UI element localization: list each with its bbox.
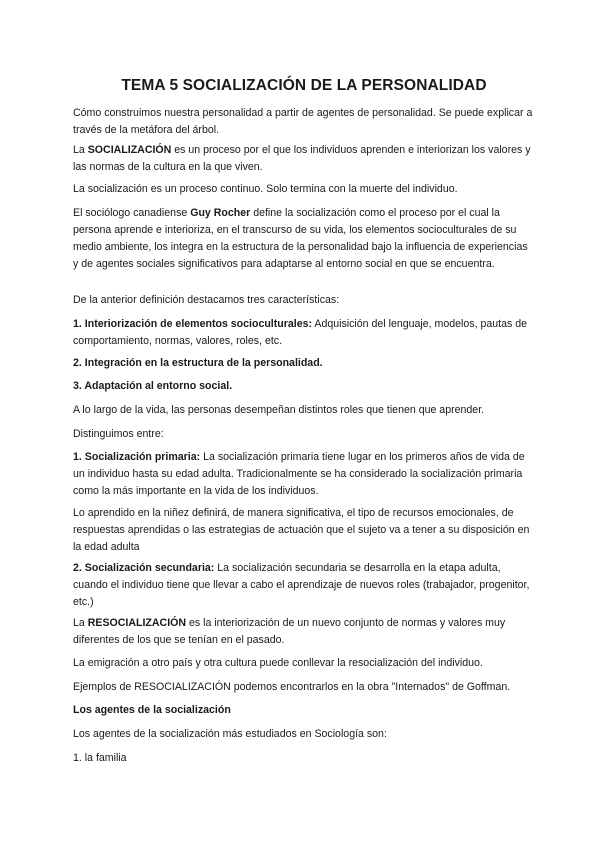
bold-term: Los agentes de la socialización xyxy=(73,704,231,716)
bold-term: SOCIALIZACIÓN xyxy=(87,144,172,156)
childhood-paragraph: Lo aprendido en la niñez definirá, de manera significativa, el tipo de recursos emocionales, de respuestas aprendidas o las estrategias de actuación que el sujeto va a tener a su disposición en la edad adulta xyxy=(73,507,530,553)
bold-term: 1. Socialización primaria: xyxy=(73,451,201,463)
text-span: El sociólogo canadiense xyxy=(73,207,191,219)
primary-socialization xyxy=(73,449,535,500)
distinguish-paragraph: Distinguimos entre: xyxy=(73,428,164,440)
secondary-socialization xyxy=(73,560,535,611)
agents-intro: Los agentes de la socialización más estudiados en Sociología son: xyxy=(73,728,387,740)
bold-term: 1. Interiorización de elementos socioculturales: xyxy=(73,318,313,330)
characteristics-intro: De la anterior definición destacamos tres características: xyxy=(73,294,340,306)
bold-term: RESOCIALIZACIÓN xyxy=(87,617,187,629)
continuous-process-paragraph: La socialización es un proceso continuo. Solo termina con la muerte del individuo. xyxy=(73,183,458,195)
text-span: define la socialización como el proceso por el cual la persona aprende e interioriza, en el transcurso de su vida, los elementos socioculturales de su medio ambiente, los integra en la estructura de la personalidad bajo la influencia de experiencias y de agentes sociales significativos para adaptarse al entorno social en que se encuentra. xyxy=(73,207,528,270)
emigration-paragraph: La emigración a otro país y otra cultura puede conllevar la resocialización del individuo. xyxy=(73,657,483,669)
characteristic-2 xyxy=(73,355,535,372)
rocher-definition xyxy=(73,205,535,273)
resocializacion-definition xyxy=(73,615,535,649)
goffman-paragraph: Ejemplos de RESOCIALIZACIÓN podemos encontrarlos en la obra "Internados" de Goffman. xyxy=(73,681,511,693)
agents-heading xyxy=(73,702,535,719)
text-span: La socialización primaria tiene lugar en los primeros años de vida de un individuo hasta su edad adulta. Tradicionalmente se ha considerado la socialización primaria como la más importante en la vida de los individuos. xyxy=(73,451,525,497)
text-span: es un proceso por el que los individuos aprenden e interiorizan los valores y las normas de la cultura en la que viven. xyxy=(73,144,531,173)
text-span: La xyxy=(73,617,88,629)
bold-term: 3. Adaptación al entorno social. xyxy=(73,380,233,392)
bold-term: 2. Socialización secundaria: xyxy=(73,562,215,574)
bold-term: Guy Rocher xyxy=(190,207,251,219)
roles-paragraph: A lo largo de la vida, las personas desempeñan distintos roles que tienen que aprender. xyxy=(73,404,485,416)
intro-paragraph: Cómo construimos nuestra personalidad a partir de agentes de personalidad. Se puede explicar a través de la metáfora del árbol. xyxy=(73,107,533,136)
bold-term: 2. Integración en la estructura de la personalidad. xyxy=(73,357,323,369)
text-span: Adquisición del lenguaje, modelos, pautas de comportamiento, normas, valores, roles, etc. xyxy=(73,318,527,347)
page-title: TEMA 5 SOCIALIZACIÓN DE LA PERSONALIDAD xyxy=(121,77,487,94)
characteristic-3 xyxy=(73,378,535,395)
text-span: La xyxy=(73,144,88,156)
socializacion-definition xyxy=(73,142,535,176)
text-span: es la interiorización de un nuevo conjunto de normas y valores muy diferentes de los que se tenían en el pasado. xyxy=(73,617,506,646)
characteristic-1 xyxy=(73,316,535,350)
text-span: La socialización secundaria se desarrolla en la etapa adulta, cuando el individuo tiene que llevar a cabo el aprendizaje de nuevos roles (trabajador, progenitor, etc.) xyxy=(73,562,530,608)
list-item-family: 1. la familia xyxy=(73,752,127,764)
